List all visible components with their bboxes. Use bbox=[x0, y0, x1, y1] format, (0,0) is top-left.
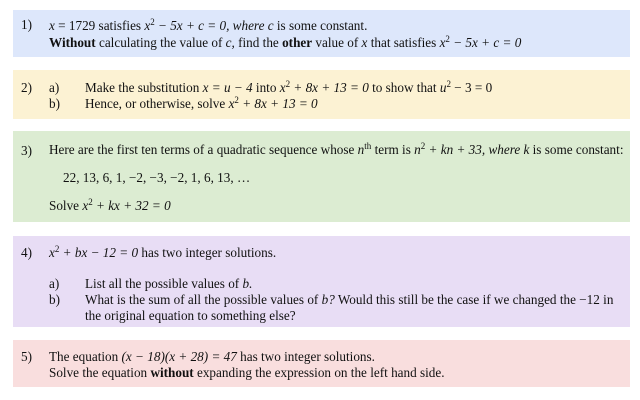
question-2-part-b: Hence, or otherwise, solve $x^2 + 8x + 13 = 0$ bbox=[85, 95, 318, 111]
question-5-line-2: Solve the equation without expanding the expression on the left hand side. bbox=[49, 365, 445, 380]
question-1 bbox=[13, 10, 630, 57]
sequence-terms: 22, 13, 6, 1, −2, −3, −2, 1, 6, 13, … bbox=[63, 170, 251, 185]
question-number: 3) bbox=[21, 143, 32, 158]
question-1-line-1: x = 1729 satisfies $x^2 - 5x + c = 0$, where c is some constant. bbox=[49, 17, 368, 33]
question-number: 2) bbox=[21, 80, 32, 95]
question-number: 5) bbox=[21, 349, 32, 364]
part-label: b) bbox=[49, 292, 60, 307]
question-2 bbox=[13, 70, 630, 119]
question-4-part-b-line-1: What is the sum of all the possible values of b? Would this still be the case if we changed the −12 in bbox=[85, 292, 614, 307]
question-1-line-2: Without calculating the value of c, find the other value of x that satisfies $x^2 - 5x + c = 0$ bbox=[49, 34, 522, 50]
question-number: 1) bbox=[21, 17, 32, 32]
question-3-line-1: Here are the first ten terms of a quadratic sequence whose $n^{th}$ term is $n^2$ + kn + 33, where k is some constant: bbox=[49, 141, 624, 157]
question-4 bbox=[13, 236, 630, 327]
question-4-line-1: $x^2$ + bx − 12 = 0 has two integer solutions. bbox=[49, 244, 277, 260]
question-number: 4) bbox=[21, 245, 32, 260]
part-label: b) bbox=[49, 96, 60, 111]
part-label: a) bbox=[49, 80, 60, 95]
part-label: a) bbox=[49, 276, 60, 291]
question-5-line-1: The equation (x − 18)(x + 28) = 47 has two integer solutions. bbox=[49, 349, 375, 364]
question-3 bbox=[13, 131, 630, 222]
question-5 bbox=[13, 340, 630, 387]
question-3-solve: Solve $x^2$ + kx + 32 = 0 bbox=[49, 197, 171, 213]
question-2-part-a: Make the substitution x = u − 4 into $x^2 + 8x + 13 = 0$ to show that $u^2 - 3 = 0$ bbox=[85, 79, 493, 95]
question-4-part-a: List all the possible values of b. bbox=[85, 276, 253, 291]
question-4-part-b-line-2: the original equation to something else? bbox=[85, 308, 296, 323]
